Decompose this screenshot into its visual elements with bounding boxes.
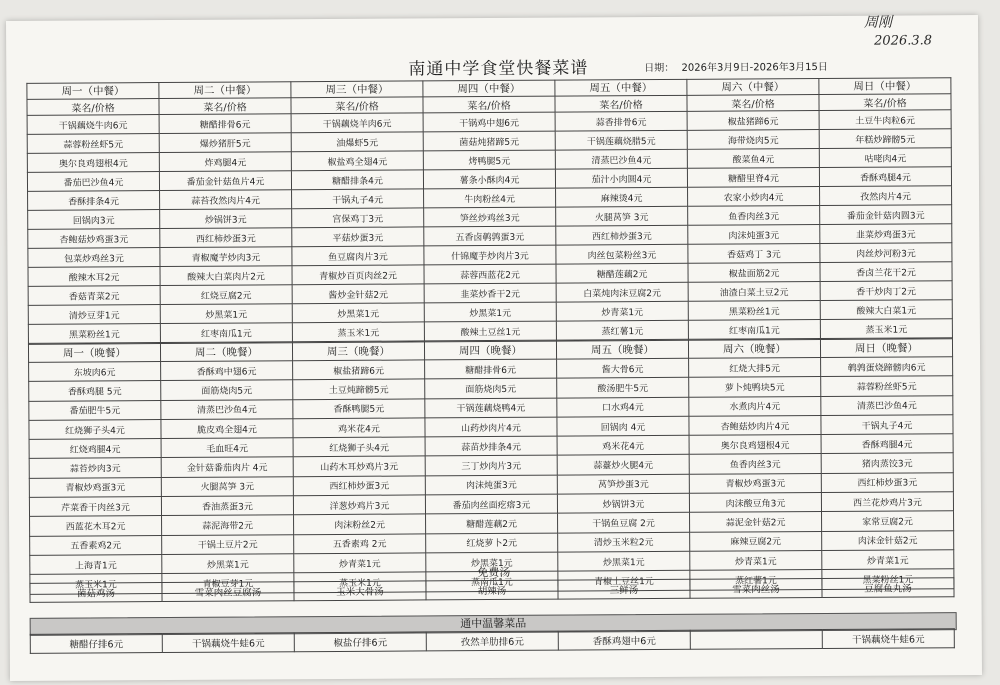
dish-cell: 番茄肉丝面疙瘩3元 [425, 494, 557, 514]
dish-cell: 炒锅饼3元 [160, 209, 292, 229]
dish-cell: 干锅丸子4元 [292, 189, 424, 209]
dish-cell: 番茄肥牛5元 [29, 400, 161, 420]
dish-cell: 黑菜粉丝1元 [688, 301, 820, 321]
dish-cell: 西红柿炒蛋3元 [160, 228, 292, 248]
dish-cell: 蒜蓉西蓝花2元 [424, 264, 556, 284]
dish-cell: 鱼豆腐肉片3元 [292, 246, 424, 266]
dish-cell: 香酥鸡翅中6元 [558, 630, 690, 650]
day-header: 周四（中餐） [423, 80, 555, 97]
dish-cell: 洋葱炒鸡片3元 [293, 495, 425, 515]
dish-cell: 胡辣汤 [426, 580, 558, 600]
column-subheader: 菜名/价格 [819, 94, 951, 111]
dish-cell: 东坡肉6元 [29, 362, 161, 382]
dish-cell: 清炒豆芽1元 [28, 305, 160, 325]
dish-cell: 清蒸巴沙鱼4元 [821, 395, 953, 415]
dish-cell: 三丁炒肉片3元 [425, 456, 557, 476]
dish-cell: 芹菜香干肉丝3元 [29, 497, 161, 517]
dish-cell: 干锅莲藕烧腊5元 [555, 130, 687, 150]
dish-cell: 面筋烧肉5元 [425, 378, 557, 398]
dish-cell: 蒸玉米1元 [820, 319, 952, 339]
dish-cell: 干锅丸子4元 [821, 415, 953, 435]
dish-cell: 茄汁小肉圆4元 [555, 168, 687, 188]
dish-cell: 口水鸡4元 [557, 397, 689, 417]
dish-cell: 炸鸡腿4元 [159, 152, 291, 172]
dish-cell: 糖醋莲藕2元 [556, 263, 688, 283]
dish-cell: 香干炒肉丁2元 [820, 281, 952, 301]
dish-cell: 干锅藕烧牛蛙6元 [822, 629, 954, 649]
dish-cell: 菌菇鸡汤 [30, 583, 162, 603]
dish-cell: 毛血旺4元 [161, 438, 293, 458]
dish-cell: 椒盐仔排6元 [294, 632, 426, 652]
dish-cell: 青椒魔芋炒肉3元 [160, 247, 292, 267]
dish-cell: 西蓝花木耳2元 [30, 516, 162, 536]
dish-cell: 鹌鹑蛋烧蹄髈肉6元 [821, 357, 953, 377]
dish-cell: 西红柿炒蛋3元 [293, 476, 425, 496]
dish-cell: 麻辣烫4元 [556, 187, 688, 207]
dish-cell: 杏鲍菇炒肉片4元 [689, 415, 821, 435]
page-title: 南通中学食堂快餐菜谱 [408, 58, 589, 80]
dish-cell: 红烧狮子头4元 [293, 437, 425, 457]
dish-cell: 海带烧肉5元 [687, 130, 819, 150]
dish-cell: 青椒豆芽1元 [162, 573, 294, 593]
dish-cell: 薯条小酥肉4元 [423, 169, 555, 189]
dish-cell: 糖醋排骨6元 [425, 359, 557, 379]
dish-cell: 白菜炖肉沫豆腐2元 [556, 282, 688, 302]
dish-cell: 鱼香肉丝3元 [688, 206, 820, 226]
dish-cell: 酸汤肥牛5元 [557, 378, 689, 398]
dish-cell: 奥尔良鸡翅根4元 [27, 153, 159, 173]
dish-cell: 脆皮鸡全翅4元 [161, 419, 293, 439]
dish-cell: 炒锅饼3元 [557, 493, 689, 513]
dish-cell: 回锅肉3元 [28, 210, 160, 230]
dish-cell: 香酥鸡中翅6元 [161, 361, 293, 381]
dish-cell: 牛肉粉丝4元 [424, 188, 556, 208]
dish-cell: 蒸红薯1元 [690, 570, 822, 590]
dish-cell: 回锅肉 4元 [557, 416, 689, 436]
menu-sheet [6, 15, 982, 681]
table-row [30, 629, 954, 654]
dish-cell: 红烧豆腐2元 [160, 285, 292, 305]
dish-cell: 椒盐面筋2元 [688, 263, 820, 283]
dish-cell: 炒黑菜1元 [426, 552, 558, 572]
dish-cell: 干锅藕烧羊肉6元 [291, 113, 423, 133]
dish-cell: 萝卜炖鸭块5元 [689, 377, 821, 397]
column-subheader: 菜名/价格 [423, 96, 555, 113]
dish-cell: 菌菇炖猪蹄5元 [423, 131, 555, 151]
dish-cell: 番茄金针菇鱼片4元 [159, 171, 291, 191]
dish-cell: 蒸红薯1元 [556, 320, 688, 340]
dish-cell: 炒黑菜1元 [424, 302, 556, 322]
date-label: 日期： [644, 62, 675, 75]
dish-cell: 肉沫酸豆角3元 [689, 493, 821, 513]
column-subheader: 菜名/价格 [159, 98, 291, 115]
dish-cell: 酸辣木耳2元 [28, 267, 160, 287]
dish-cell: 蒸玉米1元 [294, 572, 426, 592]
dish-cell: 油渣白菜土豆2元 [688, 282, 820, 302]
dish-cell: 香卤兰花干2元 [820, 262, 952, 282]
dish-cell: 西兰花炒鸡片3元 [821, 492, 953, 512]
dish-cell: 干锅藕烧牛肉6元 [27, 115, 159, 135]
dish-cell: 肉丝包菜粉丝3元 [556, 244, 688, 264]
dish-cell: 蒜泥海带2元 [162, 515, 294, 535]
dish-cell: 什锦魔芋炒肉片3元 [424, 245, 556, 265]
column-subheader: 菜名/价格 [27, 99, 159, 116]
handwritten-date: 2026.3.8 [874, 33, 933, 49]
dish-cell: 青椒炒鸡蛋3元 [689, 473, 821, 493]
handwritten-name: 周刚 [863, 14, 893, 31]
dish-cell: 鸡米花4元 [293, 418, 425, 438]
dish-cell: 红枣南瓜1元 [160, 323, 292, 343]
dish-cell: 韭菜炒鸡蛋3元 [820, 224, 952, 244]
dish-cell: 山药木耳炒鸡片3元 [293, 456, 425, 476]
soup-title: 免费汤 [477, 565, 511, 580]
dish-cell: 清炒玉米粒2元 [558, 532, 690, 552]
dish-cell: 干锅鱼豆腐 2元 [558, 513, 690, 533]
dish-cell: 雪菜肉丝汤 [690, 579, 822, 599]
soup-table [29, 577, 954, 603]
dish-cell: 蒜薹炒火腿4元 [557, 455, 689, 475]
dish-cell: 糖醋仔排6元 [30, 634, 162, 654]
dish-cell: 炒黑菜1元 [558, 551, 690, 571]
dish-cell: 玉米大骨汤 [294, 581, 426, 601]
dish-cell: 炒黑菜1元 [160, 304, 292, 324]
day-header: 周日（中餐） [819, 78, 951, 95]
dish-cell: 蒸南瓜1元 [426, 571, 558, 591]
dish-cell: 蒜苔孜然肉片4元 [160, 190, 292, 210]
dish-cell: 金针菇番茄肉片 4元 [161, 457, 293, 477]
dish-cell: 蒜香排骨6元 [555, 111, 687, 131]
dish-cell: 椒盐鸡全翅4元 [291, 151, 423, 171]
dish-cell: 孜然羊肋排6元 [426, 631, 558, 651]
dish-cell: 糖醋里脊4元 [687, 168, 819, 188]
dish-cell: 干锅藕烧牛蛙6元 [162, 633, 294, 653]
dish-cell: 杏鲍菇炒鸡蛋3元 [28, 229, 160, 249]
dish-cell: 干锅鸡中翅6元 [423, 112, 555, 132]
dish-cell: 红枣南瓜1元 [688, 320, 820, 340]
warm-title: 通中温馨菜品 [30, 612, 957, 636]
dish-cell: 肉沫金针菇2元 [822, 530, 954, 550]
dish-cell [690, 630, 822, 650]
dish-cell: 奥尔良鸡翅根4元 [689, 435, 821, 455]
dish-cell: 油爆虾5元 [291, 132, 423, 152]
dish-cell: 火腿莴笋 3元 [556, 206, 688, 226]
dish-cell: 平菇炒蛋3元 [292, 227, 424, 247]
dish-cell: 青椒土豆丝1元 [558, 571, 690, 591]
dish-cell: 青椒炒百页肉丝2元 [292, 265, 424, 285]
dish-cell: 香酥鸡腿 5元 [29, 381, 161, 401]
dish-cell: 香酥鸡腿4元 [821, 434, 953, 454]
day-header: 周三（晚餐） [292, 342, 424, 361]
dish-cell: 鸡米花4元 [557, 435, 689, 455]
dish-cell: 上海青1元 [30, 555, 162, 575]
dish-cell: 五香素鸡2元 [30, 535, 162, 555]
dish-cell: 香油蒸蛋3元 [161, 496, 293, 516]
dish-cell: 蒸玉米1元 [30, 574, 162, 594]
dish-cell: 红烧狮子头4元 [29, 419, 161, 439]
day-header: 周三（中餐） [291, 81, 423, 98]
day-header: 周六（晚餐） [688, 340, 820, 359]
dish-cell: 番茄金针菇肉圆3元 [820, 205, 952, 225]
dish-cell: 肉沫粉丝2元 [294, 514, 426, 534]
dish-cell: 香酥鸭腿5元 [293, 399, 425, 419]
dish-cell: 爆炒猪肝5元 [159, 133, 291, 153]
dish-cell: 烤鸭腿5元 [423, 150, 555, 170]
dish-cell: 红烧萝卜2元 [426, 533, 558, 553]
dish-cell: 炒黑菜1元 [292, 303, 424, 323]
dish-cell: 炒青菜1元 [556, 301, 688, 321]
dish-cell: 蒜泥金针菇2元 [690, 512, 822, 532]
dish-cell: 豆腐鱼丸汤 [822, 578, 954, 598]
dish-cell: 雪菜肉丝豆腐汤 [162, 582, 294, 602]
dish-cell: 五香素鸡 2元 [294, 534, 426, 554]
dish-cell: 椒盐猪蹄6元 [687, 111, 819, 131]
dish-cell: 酸辣大白菜肉片2元 [160, 266, 292, 286]
dish-cell: 韭菜炒香干2元 [424, 283, 556, 303]
dish-cell: 猪肉蒸饺3元 [821, 453, 953, 473]
dish-cell: 蒜苔炒肉3元 [29, 458, 161, 478]
dish-cell: 炒青菜1元 [690, 550, 822, 570]
dish-cell: 干锅土豆片2元 [162, 534, 294, 554]
day-header: 周二（中餐） [159, 82, 291, 99]
dish-cell: 炒青菜1元 [294, 553, 426, 573]
dish-cell: 炒黑菜1元 [162, 554, 294, 574]
dish-cell: 椒盐猪蹄6元 [293, 360, 425, 380]
dish-cell: 五香卤鹌鹑蛋3元 [424, 226, 556, 246]
dish-cell: 年糕炒蹄髈5元 [819, 129, 951, 149]
day-header: 周四（晚餐） [424, 341, 556, 360]
day-header: 周五（晚餐） [556, 340, 688, 359]
dish-cell: 香菇鸡丁 3元 [688, 244, 820, 264]
day-header: 周六（中餐） [687, 79, 819, 96]
column-subheader: 菜名/价格 [555, 95, 687, 112]
dish-cell: 香酥鸡腿4元 [819, 167, 951, 187]
dish-cell: 土豆炖蹄髈5元 [293, 379, 425, 399]
dish-cell: 青椒炒鸡蛋3元 [29, 477, 161, 497]
dish-cell: 山药炒肉片4元 [425, 417, 557, 437]
dish-cell: 蒜苗炒排条4元 [425, 436, 557, 456]
dish-cell: 包菜炒鸡丝3元 [28, 248, 160, 268]
dish-cell: 笋丝炒鸡丝3元 [424, 207, 556, 227]
dish-cell: 莴笋炒蛋3元 [557, 474, 689, 494]
dish-cell: 土豆牛肉粒6元 [819, 110, 951, 130]
dish-cell: 西红柿炒蛋3元 [556, 225, 688, 245]
column-subheader: 菜名/价格 [687, 95, 819, 112]
dish-cell: 家常豆腐2元 [822, 511, 954, 531]
dish-cell: 酸辣大白菜1元 [820, 300, 952, 320]
dish-cell: 干锅莲藕烧鸭4元 [425, 398, 557, 418]
dish-cell: 蒜蓉粉丝虾5元 [821, 376, 953, 396]
dish-cell: 麻辣豆腐2元 [690, 531, 822, 551]
dish-cell: 面筋烧肉5元 [161, 380, 293, 400]
dish-cell: 肉沫炖蛋3元 [425, 475, 557, 495]
dish-cell: 香菇青菜2元 [28, 286, 160, 306]
dish-cell: 农家小炒肉4元 [688, 187, 820, 207]
dish-cell: 酱炒金针菇2元 [292, 284, 424, 304]
dish-cell: 蒜蓉粉丝虾5元 [27, 134, 159, 154]
lunch-table [26, 77, 953, 344]
day-header: 周一（中餐） [27, 83, 159, 100]
date-range: 2026年3月9日-2026年3月15日 [681, 61, 828, 74]
dish-cell: 肉沫炖蛋3元 [688, 225, 820, 245]
dish-cell: 酸菜鱼4元 [687, 149, 819, 169]
dish-cell: 黑菜粉丝1元 [822, 569, 954, 589]
date-row [644, 58, 832, 74]
dinner-table [28, 338, 955, 594]
day-header: 周一（晚餐） [28, 344, 160, 363]
dish-cell: 红烧大排5元 [689, 358, 821, 378]
dish-cell: 红烧鸡腿4元 [29, 439, 161, 459]
day-header: 周五（中餐） [555, 79, 687, 96]
dish-cell: 宫保鸡丁3元 [292, 208, 424, 228]
dish-cell: 糖醋排骨6元 [159, 114, 291, 134]
dish-cell: 咕咾肉4元 [819, 148, 951, 168]
dish-cell: 炒青菜1元 [822, 550, 954, 570]
day-header: 周二（晚餐） [160, 343, 292, 362]
dish-cell: 酸辣土豆丝1元 [424, 321, 556, 341]
dish-cell: 清蒸巴沙鱼4元 [161, 399, 293, 419]
dish-cell: 酱大骨6元 [557, 358, 689, 378]
dish-cell: 番茄巴沙鱼4元 [27, 172, 159, 192]
dish-cell: 西红柿炒蛋3元 [821, 472, 953, 492]
dish-cell: 鱼香肉丝3元 [689, 454, 821, 474]
dish-cell: 火腿莴笋 3元 [161, 477, 293, 497]
dish-cell: 香酥排条4元 [28, 191, 160, 211]
dish-cell: 黑菜粉丝1元 [28, 324, 160, 344]
dish-cell: 糖醋莲藕2元 [426, 513, 558, 533]
dish-cell: 清蒸巴沙鱼4元 [555, 149, 687, 169]
dish-cell: 蒸玉米1元 [292, 322, 424, 342]
dish-cell: 孜然肉片4元 [820, 186, 952, 206]
dish-cell: 肉丝炒河粉3元 [820, 243, 952, 263]
column-subheader: 菜名/价格 [291, 97, 423, 114]
day-header: 周日（晚餐） [820, 339, 952, 358]
dish-cell: 三鲜汤 [558, 579, 690, 599]
table-row [30, 578, 954, 603]
warm-table [30, 628, 955, 654]
dish-cell: 糖醋排条4元 [291, 170, 423, 190]
dish-cell: 水煮肉片4元 [689, 396, 821, 416]
